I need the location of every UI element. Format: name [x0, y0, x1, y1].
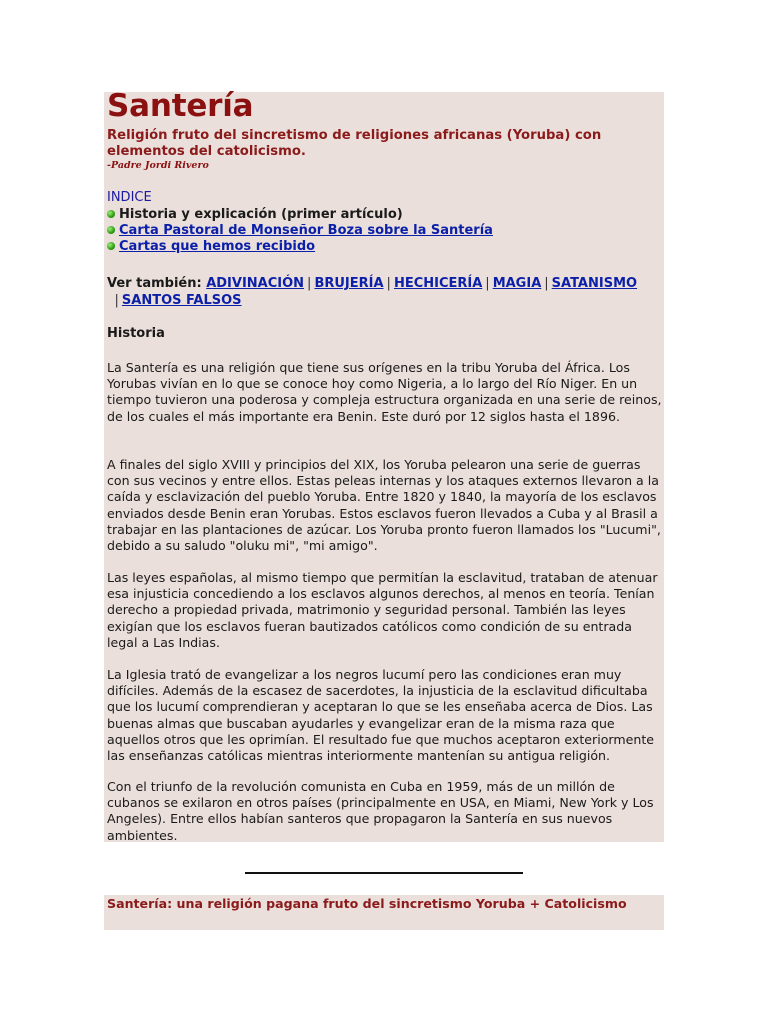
index-item[interactable]: [107, 222, 493, 238]
body-paragraph: La Santería es una religión que tiene sus orígenes en la tribu Yoruba del África. Los Yorubas vivían en lo que se conoce hoy como Nigeria, a lo largo del Río Niger. En un tiempo tuvieron una poderosa y compleja estructura organizada en una serie de reinos, de los cuales el más importante era Benin. Este duró por 12 siglos hasta el 1896.: [107, 360, 662, 424]
separator: |: [114, 293, 119, 308]
body-paragraph: A finales del siglo XVIII y principios del XIX, los Yoruba pelearon una serie de guerras con sus vecinos y entre ellos. Estas peleas internas y los ataques externos llevaron a la caída y esclavización del pueblo Yoruba. Entre 1820 y 1840, la mayoría de los esclavos enviados desde Benin eran Yorubas. Estos esclavos fueron llevados a Cuba y al Brasil a trabajar en las plantaciones de azúcar. Los Yoruba pronto fueron llamados los "Lucumi", debido a su saludo "oluku mi", "mi amigo".: [107, 457, 661, 554]
page-subtitle: Religión fruto del sincretismo de religiones africanas (Yoruba) con elementos del catolicismo.: [107, 128, 602, 159]
green-bullet-icon: [107, 210, 115, 218]
index-link-cartas-recibidas[interactable]: Cartas que hemos recibido: [119, 238, 316, 254]
link-santos-falsos[interactable]: SANTOS FALSOS: [121, 293, 242, 308]
horizontal-divider: [245, 872, 523, 874]
link-hechiceria[interactable]: HECHICERÍA: [393, 276, 483, 291]
body-paragraph: Las leyes españolas, al mismo tiempo que permitían la esclavitud, trataban de atenuar esa injusticia concediendo a los esclavos algunos derechos, al menos en teoría. Tenían derecho a propiedad privada, matrimonio y seguridad personal. También las leyes exigían que los esclavos fueran bautizados católicos como condición de su entrada legal a Las Indias.: [107, 570, 658, 650]
link-adivinacion[interactable]: ADIVINACIÓN: [206, 276, 305, 291]
page-title: Santería: [107, 88, 254, 124]
index-item-label: Historia y explicación (primer artículo): [119, 206, 403, 222]
section-heading-historia: Historia: [107, 326, 165, 341]
link-magia[interactable]: MAGIA: [492, 276, 542, 291]
separator: |: [485, 276, 490, 291]
author-byline: -Padre Jordi Rivero: [107, 160, 209, 171]
footer-caption: Santería: una religión pagana fruto del sincretismo Yoruba + Catolicismo: [107, 896, 627, 911]
see-also-label: Ver también:: [107, 276, 202, 291]
index-link-carta-pastoral[interactable]: Carta Pastoral de Monseñor Boza sobre la Santería: [119, 222, 493, 238]
link-brujeria[interactable]: BRUJERÍA: [314, 276, 384, 291]
green-bullet-icon: [107, 226, 115, 234]
body-paragraph: Con el triunfo de la revolución comunista en Cuba en 1959, más de un millón de cubanos se exilaron en otros países (principalmente en USA, en Miami, New York y Los Angeles). Entre ellos habían santeros que propagaron la Santería en sus nuevos ambientes.: [107, 779, 654, 843]
index-list: [107, 206, 493, 254]
separator: |: [544, 276, 549, 291]
body-paragraph: La Iglesia trató de evangelizar a los negros lucumí pero las condiciones eran muy difíciles. Además de la escasez de sacerdotes, la injusticia de la esclavitud dificultaba que los lucumí comprendieran y aceptaran lo que se les enseñaba acerca de Dios. Las buenas almas que buscaban ayudarles y evangelizar eran de la misma raza que aquellos otros que les oprimían. El resultado fue que muchos aceptaron exteriormente las enseñanzas católicas mientras interiormente mantenían su antigua religión.: [107, 667, 655, 764]
index-item[interactable]: [107, 238, 493, 254]
index-heading: INDICE: [107, 190, 152, 205]
separator: |: [307, 276, 312, 291]
separator: |: [386, 276, 391, 291]
index-item: [107, 206, 493, 222]
green-bullet-icon: [107, 242, 115, 250]
see-also-line: [107, 275, 663, 309]
link-satanismo[interactable]: SATANISMO: [551, 276, 638, 291]
